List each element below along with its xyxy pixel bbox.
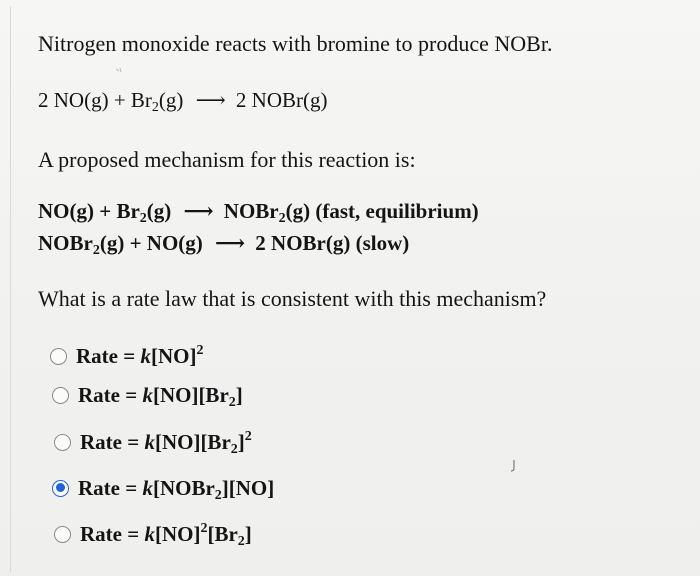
- step1-product-note: (g) (fast, equilibrium): [285, 199, 479, 223]
- cursor-mark-icon: [509, 459, 517, 473]
- step1-reactant-state: (g): [146, 199, 172, 223]
- answer-option-2[interactable]: [52, 380, 243, 410]
- step2-reactant: NOBr: [38, 231, 93, 255]
- radio-button-3[interactable]: [54, 434, 71, 451]
- option-5-label: Rate = $k[NO]^2[Br_2]$: [80, 520, 252, 549]
- overall-equation: [38, 88, 328, 113]
- step2-arrow-icon: ⟶: [214, 231, 244, 255]
- step1-product: NOBr: [223, 199, 279, 223]
- mechanism-prompt: A proposed mechanism for this reaction is:: [38, 147, 416, 172]
- answer-option-5[interactable]: [54, 519, 252, 549]
- question-text: What is a rate law that is consistent with this mechanism?: [38, 286, 547, 311]
- overall-rhs: 2 NOBr(g): [235, 88, 328, 112]
- step2-reactants-rest: (g) + NO(g): [99, 231, 203, 255]
- answer-option-1[interactable]: [50, 341, 203, 371]
- option-4-label: Rate = k[NOBr$_2$][NO]: [78, 475, 275, 503]
- left-border: [10, 6, 11, 572]
- mechanism-step-2: [38, 230, 409, 256]
- option-3-label: Rate = $k[NO][Br_2]^2$: [80, 428, 252, 457]
- radio-button-1[interactable]: [50, 348, 67, 365]
- radio-button-4-selected[interactable]: [52, 480, 69, 497]
- step1-reactants: NO(g) + Br: [38, 199, 140, 223]
- mechanism-step-1: [38, 198, 479, 224]
- step1-product-subscript: 2: [278, 211, 286, 226]
- step1-arrow-icon: ⟶: [183, 199, 212, 223]
- overall-lhs-subscript: 2: [151, 100, 159, 115]
- step2-reactant-subscript: 2: [92, 243, 100, 258]
- answer-option-3[interactable]: [54, 427, 252, 457]
- option-2-label: Rate = $k[NO][Br_2]$: [78, 382, 243, 410]
- reaction-arrow-icon: ⟶: [195, 88, 224, 112]
- step1-reactant-subscript: 2: [139, 211, 147, 226]
- answer-option-4[interactable]: [52, 473, 274, 503]
- overall-lhs-state: (g): [158, 88, 184, 112]
- step2-product-note: 2 NOBr(g) (slow): [255, 231, 410, 255]
- radio-button-2[interactable]: [52, 387, 69, 404]
- intro-text: Nitrogen monoxide reacts with bromine to produce NOBr.: [38, 31, 553, 56]
- overall-lhs: 2 NO(g) + Br: [38, 88, 152, 112]
- option-1-label: Rate = k[NO]$^2$: [76, 342, 204, 368]
- radio-button-5[interactable]: [54, 526, 71, 543]
- pen-mark-icon: [115, 66, 123, 80]
